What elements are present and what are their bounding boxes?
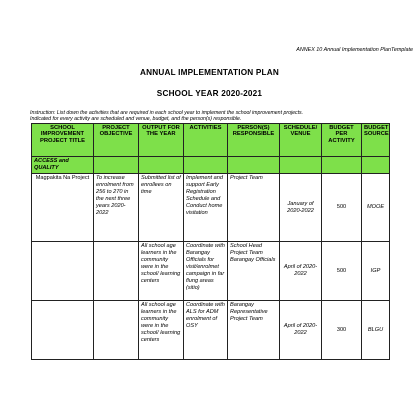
objective-cell: To increase enrolment from 256 to 270 in the next three years 2020-2022	[94, 174, 139, 242]
school-year-title: SCHOOL YEAR 2020-2021	[156, 89, 263, 98]
table-header-row	[32, 124, 390, 157]
budget-cell: 500	[322, 242, 362, 301]
section-row	[32, 157, 390, 174]
persons-cell: Barangay Representative Project Team	[228, 301, 280, 360]
project-title-cell	[32, 301, 94, 360]
budget-cell: 500	[322, 174, 362, 242]
persons-cell: Project Team	[228, 174, 280, 242]
column-header: ACTIVITIES	[184, 124, 228, 157]
table-row	[32, 242, 390, 301]
instruction-line: Indicated for every activity are scheduled and venue, budget, and the person(s) responsible.	[30, 116, 242, 123]
column-header: BUDGET SOURCE	[362, 124, 390, 157]
objective-cell	[94, 242, 139, 301]
instructions	[30, 110, 390, 123]
project-title-cell	[32, 242, 94, 301]
implementation-plan-table	[31, 123, 390, 360]
plan-title: ANNUAL IMPLEMENTATION PLAN	[140, 68, 279, 77]
table-row	[32, 301, 390, 360]
output-cell: All school age learners in the community were in the school/ learning centers	[139, 301, 184, 360]
instruction-line: Instruction: List down the activities that are required in each school year to implement the school improvement projects.	[30, 110, 304, 116]
activities-cell: Implement and support Early Registration Schedule and Conduct home visitation	[184, 174, 228, 242]
output-cell: Submitted list of enrollees on time	[139, 174, 184, 242]
column-header: PROJECT OBJECTIVE	[94, 124, 139, 157]
column-header: SCHOOL IMPROVEMENT PROJECT TITLE	[32, 124, 94, 157]
column-header: BUDGET PER ACTIVITY	[322, 124, 362, 157]
column-header: SCHEDULE/ VENUE	[280, 124, 322, 157]
output-cell: All school age learners in the community were in the school/ learning centers	[139, 242, 184, 301]
source-cell: IGP	[362, 242, 390, 301]
column-header: PERSON(S) RESPONSIBLE	[228, 124, 280, 157]
persons-cell: School Head Project Team Barangay Officials	[228, 242, 280, 301]
budget-cell: 300	[322, 301, 362, 360]
schedule-cell: April of 2020-2022	[280, 242, 322, 301]
annex-label: ANNEX 10 Annual Implementation PlanTemplate	[296, 47, 413, 53]
schedule-cell: January of 2020-2022	[280, 174, 322, 242]
section-label: ACCESS and QUALITY	[32, 157, 94, 174]
activities-cell: Coordinate with Barangay Officials for visit/enrolmet campaign in far flung areas (sitio)	[184, 242, 228, 301]
table-row	[32, 174, 390, 242]
column-header: OUTPUT FOR THE YEAR	[139, 124, 184, 157]
schedule-cell: April of 2020-2022	[280, 301, 322, 360]
source-cell: MOOE	[362, 174, 390, 242]
project-title-cell: Magpakita Na Project	[32, 174, 94, 242]
objective-cell	[94, 301, 139, 360]
source-cell: BLGU	[362, 301, 390, 360]
activities-cell: Coordinate with ALS for ADM enrolment of OSY	[184, 301, 228, 360]
